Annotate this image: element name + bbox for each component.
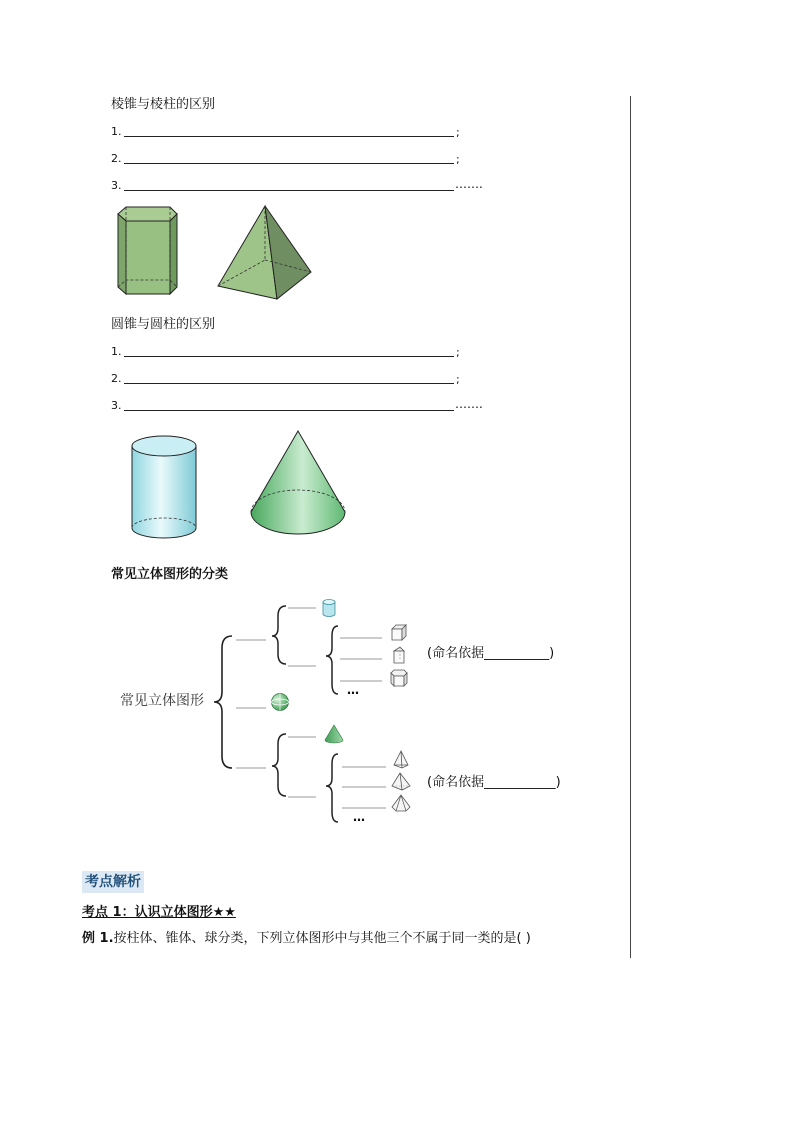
classification-title: 常见立体图形的分类	[111, 567, 229, 582]
section2-item2-end: ;	[456, 373, 460, 386]
hexagonal-prism-figure	[112, 202, 182, 302]
section1-item1-end: ;	[456, 126, 460, 139]
small-triangular-pyramid-icon	[392, 750, 410, 770]
section2-item3-end: …….	[455, 397, 483, 411]
classification-root: 常见立体图形	[120, 693, 204, 709]
small-triangular-prism-icon	[391, 645, 407, 665]
small-square-pyramid-icon	[390, 772, 412, 792]
section1-blank-2[interactable]	[124, 163, 454, 164]
section2-blank-2[interactable]	[124, 383, 454, 384]
naming-basis-pyramid: (命名依据___________)	[427, 775, 561, 790]
small-hexagonal-prism-icon	[389, 668, 409, 688]
section2-title: 圆锥与圆柱的区别	[111, 317, 216, 332]
section2-blank-3[interactable]	[124, 410, 454, 411]
section1-item3-end: …….	[455, 177, 483, 191]
section1-blank-3[interactable]	[124, 190, 454, 191]
section2-item1-end: ;	[456, 346, 460, 359]
cone-figure	[248, 428, 352, 540]
section1-item2-end: ;	[456, 153, 460, 166]
ellipsis-pyramids: …	[353, 810, 365, 824]
analysis-badge: 考点解析	[82, 871, 144, 893]
small-cylinder-icon	[321, 598, 337, 618]
small-cube-icon	[390, 624, 408, 642]
margin-rule	[630, 96, 631, 958]
section2-item2-number: 2.	[111, 372, 122, 385]
section2-item3-number: 3.	[111, 399, 122, 412]
example1	[82, 932, 531, 945]
example1-text: 按柱体、锥体、球分类，下列立体图形中与其他三个不属于同一类的是( )	[113, 931, 531, 946]
small-cone-icon	[323, 724, 345, 744]
section1-item1-number: 1.	[111, 125, 122, 138]
section2-blank-1[interactable]	[124, 356, 454, 357]
section1-title: 棱锥与棱柱的区别	[111, 97, 216, 112]
example1-label: 例 1.	[82, 931, 114, 946]
section1-item2-number: 2.	[111, 152, 122, 165]
section1-blank-1[interactable]	[124, 136, 454, 137]
point1-heading: 考点 1：认识立体图形★★	[82, 905, 236, 920]
small-sphere-icon	[270, 692, 290, 712]
small-hexagonal-pyramid-icon	[390, 794, 412, 814]
section1-item3-number: 3.	[111, 179, 122, 192]
classification-tree	[200, 596, 420, 826]
ellipsis-prisms: …	[347, 683, 359, 697]
square-pyramid-figure	[215, 202, 315, 302]
cylinder-figure	[128, 432, 200, 542]
naming-basis-prism: (命名依据__________)	[427, 646, 555, 661]
section2-item1-number: 1.	[111, 345, 122, 358]
